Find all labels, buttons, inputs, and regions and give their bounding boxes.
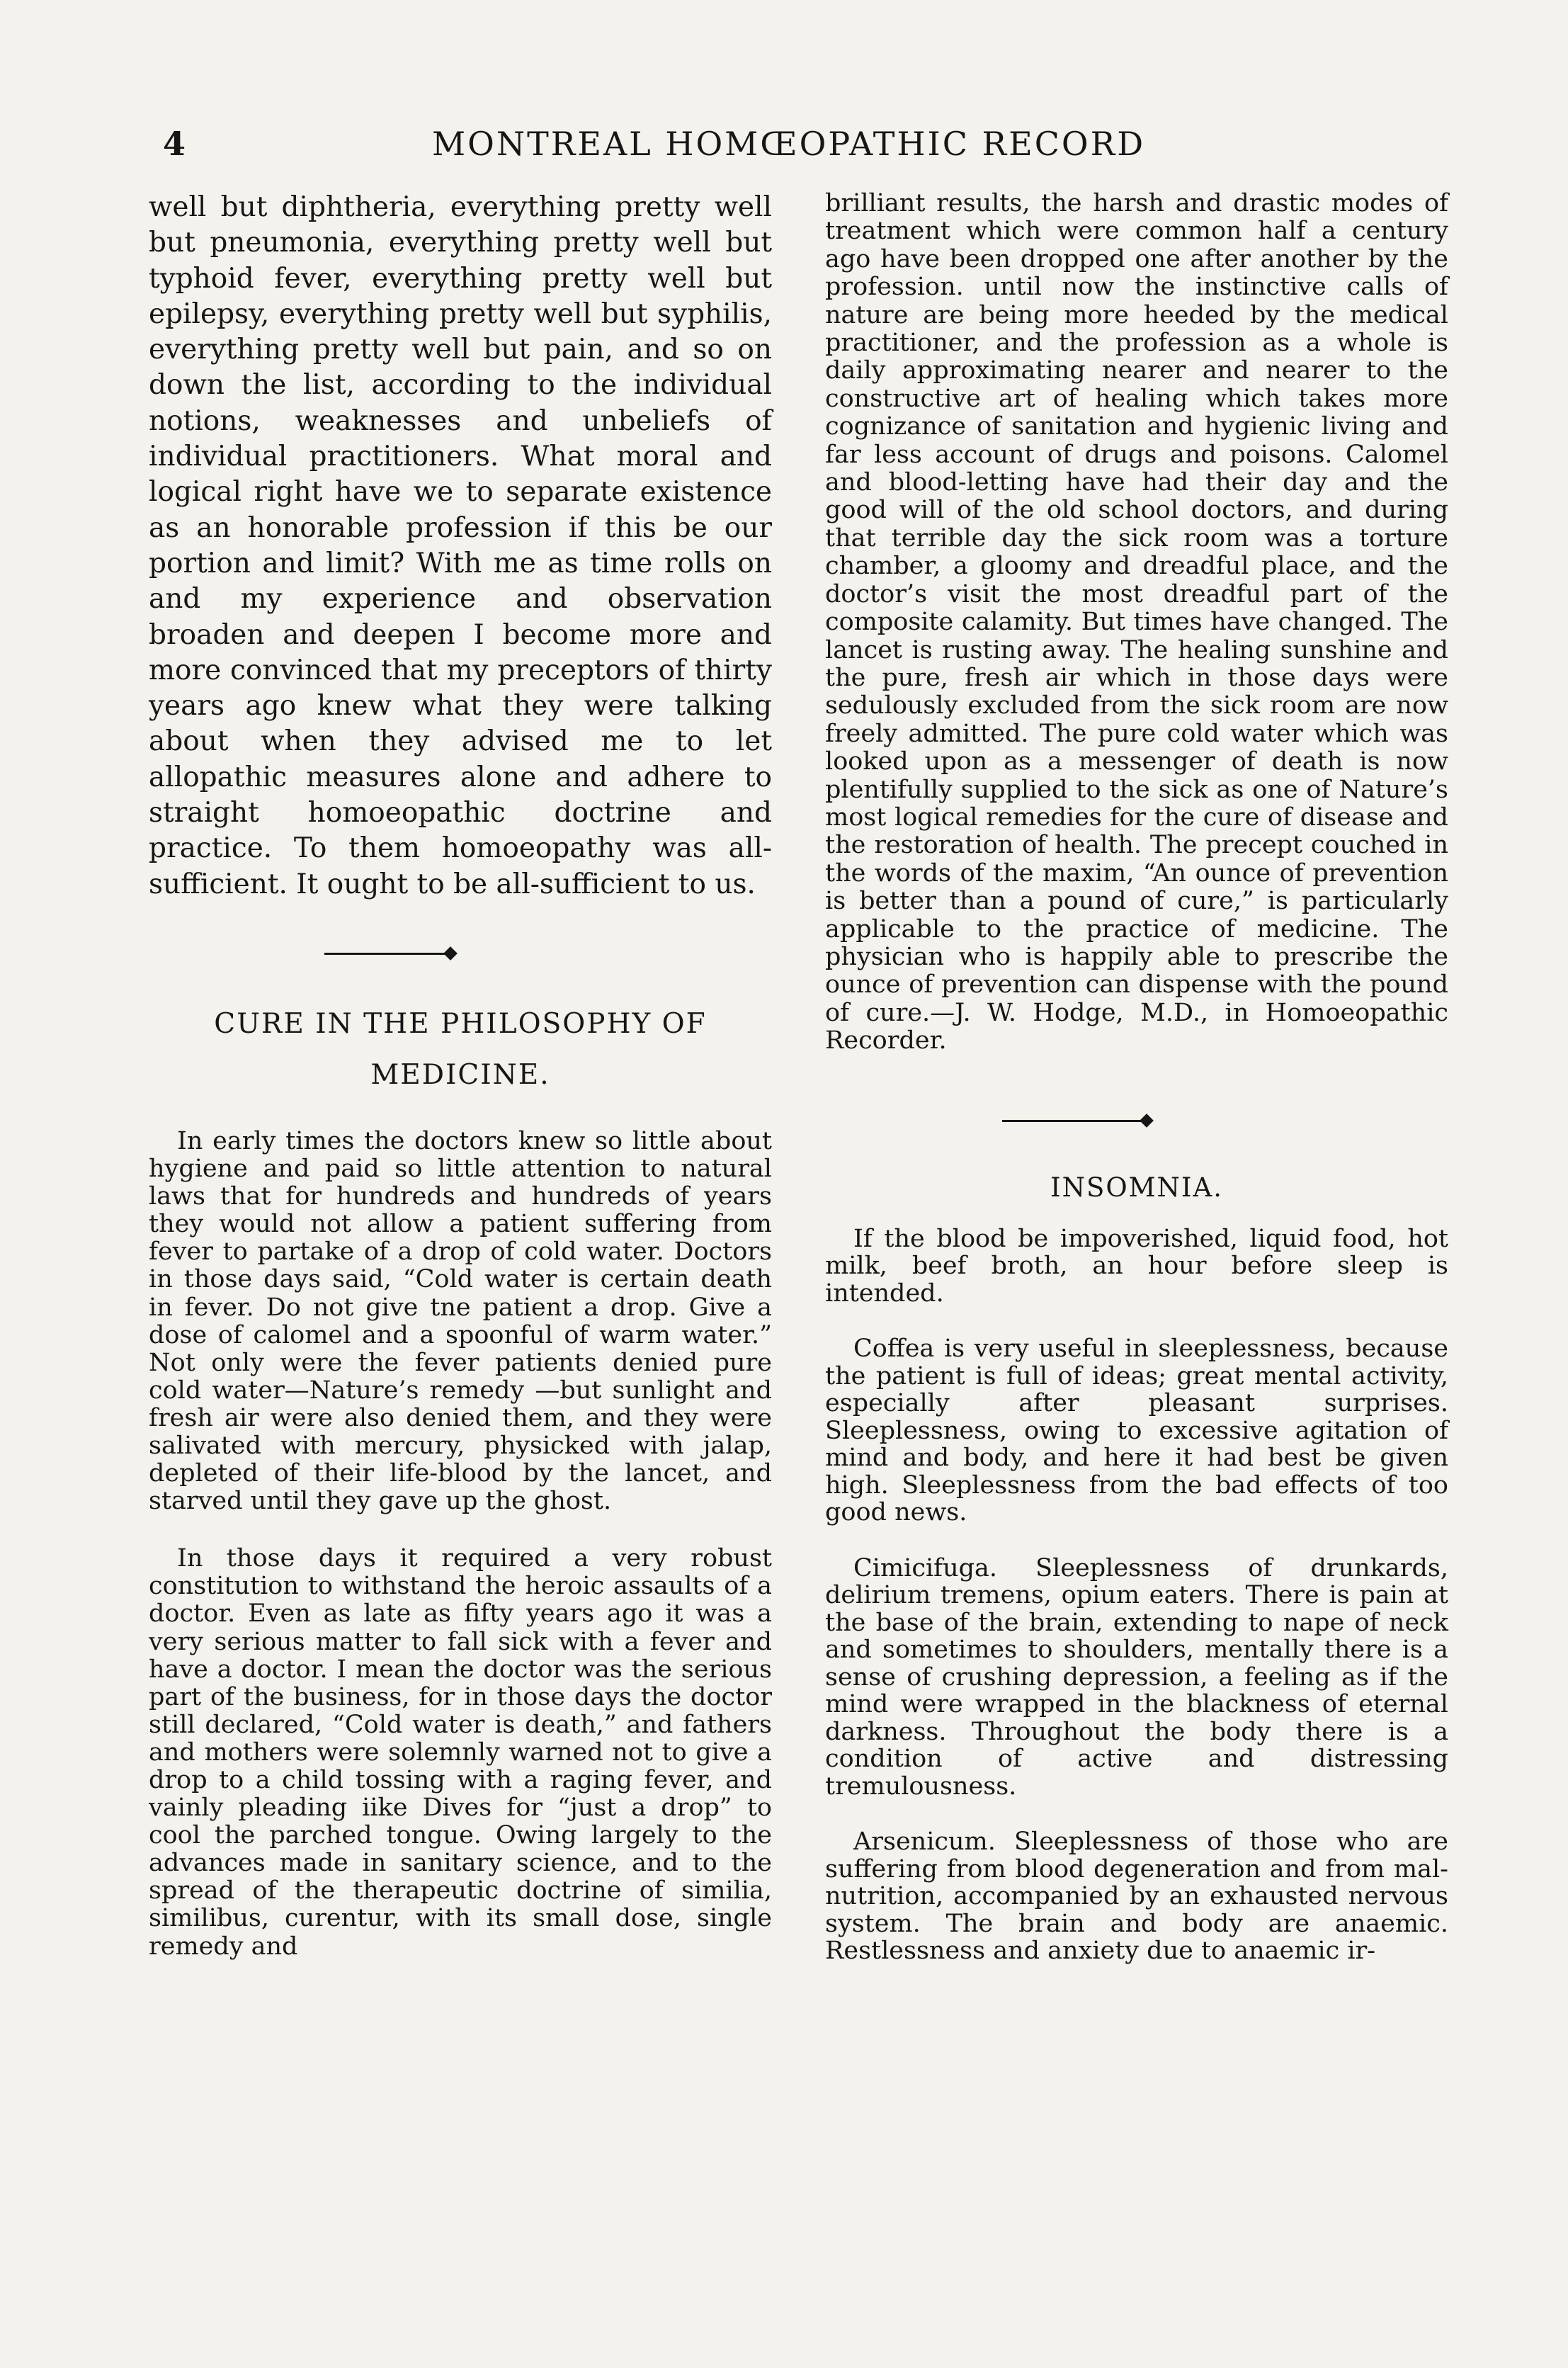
article-paragraph: Coffea is very useful in sleeplessness, because the patient is full of ideas; great mental activity, especially after pleasant surprises. Sleeplessness, owing to excessive agitation of mind and body, and here it had best be given high. Sleeplessness from the bad effects of too good news. [825,1335,1448,1527]
article-paragraph: In early times the doctors knew so little about hygiene and paid so little attention to natural laws that for hundreds and hundreds of years they would not allow a patient suffering from fever to partake of a drop of cold water. Doctors in those days said, “Cold water is certain death in fever. Do not give tne patient a drop. Give a dose of calomel and a spoonful of warm water.” Not only were the fever patients denied pure cold water—Nature’s remedy —but sunlight and fresh air were also denied them, and they were salivated with mercury, physicked with jalap, depleted of their life-blood by the lancet, and starved until they gave up the ghost. [149,1126,772,1516]
section-divider [149,939,772,968]
article-title: INSOMNIA. [1050,1172,1224,1203]
running-title: MONTREAL HOMŒOPATHIC RECORD [432,125,1146,163]
article-paragraph: If the blood be impoverished, liquid food, hot milk, beef broth, an hour before sleep is intended. [825,1224,1448,1308]
article-paragraph: Cimicifuga. Sleeplessness of drunkards, delirium tremens, opium eaters. There is pain at the base of the brain, extending to nape of neck and sometimes to shoulders, mentally there is a sense of crushing depression, a feeling as if the mind were wrapped in the blackness of eternal darkness. Throughout the body there is a condition of active and distressing tremulousness. [825,1553,1448,1801]
continued-paragraph: brilliant results, the harsh and drastic modes of treatment which were common half a century ago have been dropped one after another by the profession. until now the instinctive calls of nature are being more heeded by the medical practitioner, and the profession as a whole is daily approximating nearer and nearer to the constructive art of healing which takes more cognizance of sanitation and hygienic living and far less account of drugs and poisons. Calomel and blood-letting have had their day and the good will of the old school doctors, and during that terrible day the sick room was a torture chamber, a gloomy and dreadful place, and the doctor’s visit the most dreadful part of the composite calamity. But times have changed. The lancet is rusting away. The healing sunshine and the pure, fresh air which in those days were sedulously excluded from the sick room are now freely admitted. The pure cold water which was looked upon as a messenger of death is now plentifully supplied to the sick as one of Nature’s most logical remedies for the cure of disease and the restoration of health. The precept couched in the words of the maxim, “An ounce of prevention is better than a pound of cure,” is particularly applicable to the practice of medicine. The physician who is happily able to prescribe the ounce of prevention can dispense with the pound of cure.—J. W. Hodge, M.D., in Homoeopathic Recorder. [825,189,1448,1055]
article-title [149,999,772,1101]
article-title-line: MEDICINE. [370,1058,550,1091]
page-number: 4 [163,125,186,163]
article-paragraph: In those days it required a very robust constitution to withstand the heroic assaults of a doctor. Even as late as fifty years ago it was a very serious matter to fall sick with a fever and have a doctor. I mean the doctor was the serious part of the business, for in those days the doctor still declared, “Cold water is death,” and fathers and mothers were solemnly warned not to give a drop to a child tossing with a raging fever, and vainly pleading iike Dives for “just a drop” to cool the parched tongue. Owing largely to the advances made in sanitary science, and to the spread of the therapeutic doctrine of similia, similibus, curentur, with its small dose, single remedy and [149,1544,772,1961]
right-column [825,190,1448,1965]
article-title-line: CURE IN THE PHILOSOPHY OF [214,1007,707,1040]
left-column [149,190,772,1961]
section-divider [825,1106,1448,1135]
article-paragraph: Arsenicum. Sleeplessness of those who are suffering from blood degeneration and from mal-nutrition, accompanied by an exhausted nervous system. The brain and body are anaemic. Restlessness and anxiety due to anaemic ir- [825,1828,1448,1966]
page-header [163,125,1473,174]
continued-paragraph: well but diphtheria, everything pretty well but pneumonia, everything pretty well but typhoid fever, everything pretty well but epilepsy, everything pretty well but syphilis, everything pretty well but pain, and so on down the list, according to the individual notions, weaknesses and unbeliefs of individual practitioners. What moral and logical right have we to separate existence as an honorable profession if this be our portion and limit? With me as time rolls on and my experience and observation broaden and deepen I become more and more convinced that my preceptors of thirty years ago knew what they were talking about when they advised me to let allopathic measures alone and adhere to straight homoeopathic doctrine and practice. To them homoeopathy was all-sufficient. It ought to be all-sufficient to us. [149,191,772,900]
